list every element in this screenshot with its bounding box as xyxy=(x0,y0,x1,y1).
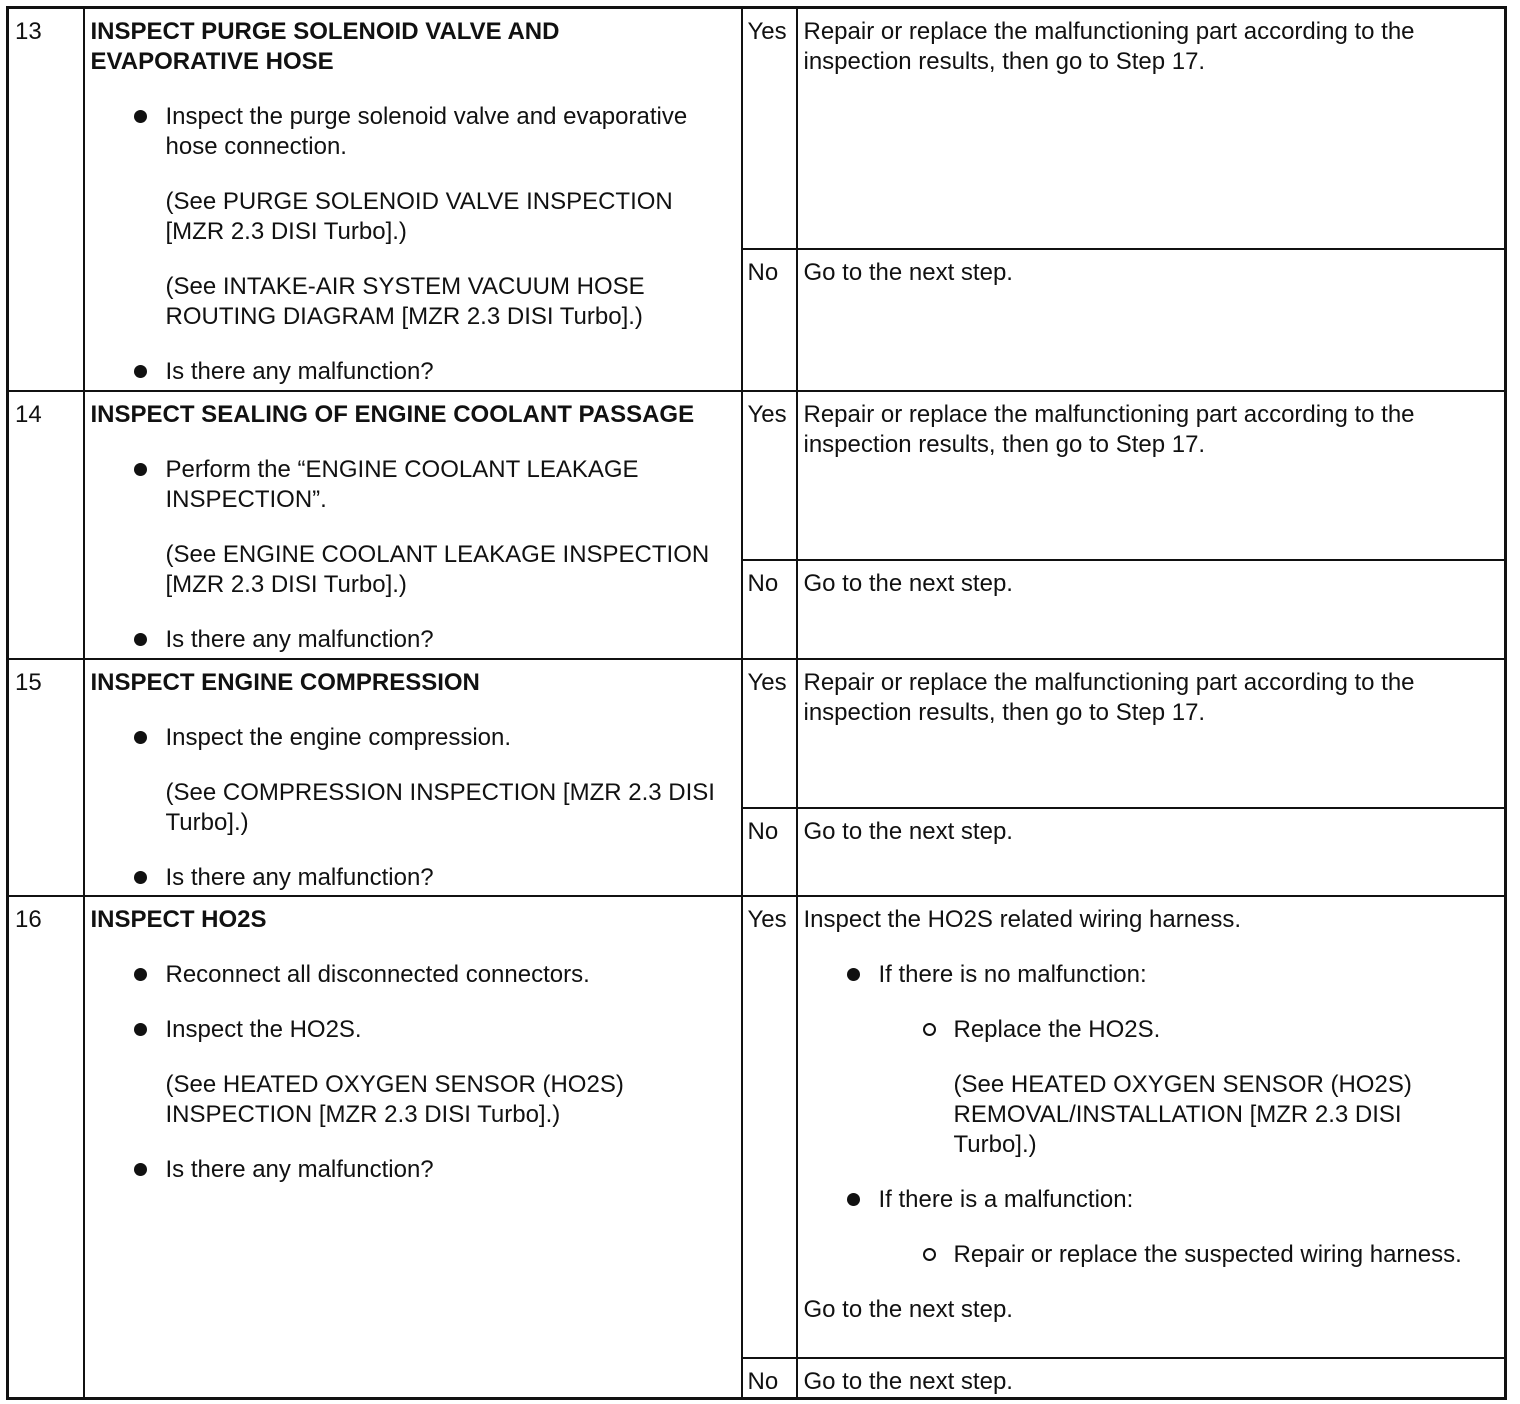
yes-label: Yes xyxy=(742,896,797,1358)
step-16-yes-row xyxy=(8,896,1506,1358)
bullet-item xyxy=(91,102,729,332)
step-title: INSPECT HO2S xyxy=(90,905,267,933)
bullet-text: Inspect the HO2S. xyxy=(165,1015,362,1043)
step-15-description xyxy=(84,659,742,896)
step-number: 15 xyxy=(8,659,84,896)
yes-action xyxy=(797,896,1506,1358)
bullet-item xyxy=(91,455,729,600)
bullet-item xyxy=(91,723,729,838)
bullet-icon xyxy=(847,1193,860,1206)
bullet-text: Is there any malfunction? xyxy=(165,358,434,385)
bullet-item xyxy=(91,960,729,990)
bullet-text: Is there any malfunction? xyxy=(165,1155,434,1183)
bullet-item xyxy=(91,625,729,655)
case-action: Replace the HO2S. xyxy=(953,1015,1161,1043)
bullet-icon xyxy=(134,1023,147,1036)
step-14-yes-row xyxy=(8,391,1506,560)
step-title: INSPECT SEALING OF ENGINE COOLANT PASSAGE xyxy=(90,400,695,428)
case-subitem xyxy=(879,1015,1491,1160)
step-number: 16 xyxy=(8,896,84,1399)
bullet-icon xyxy=(134,731,147,744)
yes-action: Repair or replace the malfunctioning part according to the inspection results, then go to Step 17. xyxy=(797,391,1506,560)
no-action: Go to the next step. xyxy=(797,808,1506,896)
case-item xyxy=(804,960,1491,1160)
reference-text: (See HEATED OXYGEN SENSOR (HO2S) REMOVAL/INSTALLATION [MZR 2.3 DISI Turbo].) xyxy=(953,1070,1412,1158)
case-item xyxy=(804,1185,1491,1270)
bullet-icon xyxy=(134,633,147,646)
step-title: INSPECT ENGINE COMPRESSION xyxy=(90,668,480,696)
circle-bullet-icon xyxy=(923,1023,936,1036)
bullet-item xyxy=(91,1015,729,1130)
case-condition: If there is no malfunction: xyxy=(878,960,1147,988)
no-label: No xyxy=(742,808,797,896)
step-title: INSPECT PURGE SOLENOID VALVE AND EVAPORATIVE HOSE xyxy=(90,18,560,75)
bullet-item xyxy=(91,357,729,387)
bullet-text: Inspect the engine compression. xyxy=(165,723,512,751)
case-action: Repair or replace the suspected wiring harness. xyxy=(953,1240,1462,1268)
no-action: Go to the next step. xyxy=(797,560,1506,659)
reference-text: (See PURGE SOLENOID VALVE INSPECTION [MZR 2.3 DISI Turbo].) xyxy=(165,188,673,245)
bullet-icon xyxy=(134,365,147,378)
step-number: 14 xyxy=(8,391,84,659)
bullet-text: Is there any malfunction? xyxy=(165,863,434,891)
yes-intro: Inspect the HO2S related wiring harness. xyxy=(803,905,1242,933)
no-label: No xyxy=(742,1358,797,1399)
yes-label: Yes xyxy=(742,391,797,560)
reference-text: (See COMPRESSION INSPECTION [MZR 2.3 DISI Turbo].) xyxy=(165,778,715,836)
yes-action: Repair or replace the malfunctioning part according to the inspection results, then go to Step 17. xyxy=(797,8,1506,249)
no-action: Go to the next step. xyxy=(797,249,1506,391)
case-condition: If there is a malfunction: xyxy=(878,1185,1134,1213)
bullet-text: Perform the “ENGINE COOLANT LEAKAGE INSPECTION”. xyxy=(165,455,639,513)
step-14-description xyxy=(84,391,742,659)
bullet-icon xyxy=(134,968,147,981)
reference-text: (See HEATED OXYGEN SENSOR (HO2S) INSPECTION [MZR 2.3 DISI Turbo].) xyxy=(165,1070,624,1128)
reference-text: (See INTAKE-AIR SYSTEM VACUUM HOSE ROUTING DIAGRAM [MZR 2.3 DISI Turbo].) xyxy=(165,273,645,330)
bullet-icon xyxy=(134,871,147,884)
bullet-icon xyxy=(134,110,147,123)
bullet-icon xyxy=(134,1163,147,1176)
bullet-text: Reconnect all disconnected connectors. xyxy=(165,960,590,988)
step-16-description xyxy=(84,896,742,1399)
step-number: 13 xyxy=(8,8,84,391)
yes-action: Repair or replace the malfunctioning part according to the inspection results, then go to Step 17. xyxy=(797,659,1506,808)
no-label: No xyxy=(742,560,797,659)
bullet-icon xyxy=(847,968,860,981)
circle-bullet-icon xyxy=(923,1248,936,1261)
step-13-yes-row xyxy=(8,8,1506,249)
bullet-text: Inspect the purge solenoid valve and evaporative hose connection. xyxy=(165,103,688,160)
no-action: Go to the next step. xyxy=(797,1358,1506,1399)
step-13-description xyxy=(84,8,742,391)
diagnostic-steps-table xyxy=(6,6,1507,1400)
bullet-text: Is there any malfunction? xyxy=(165,625,434,653)
yes-label: Yes xyxy=(742,659,797,808)
reference-text: (See ENGINE COOLANT LEAKAGE INSPECTION [MZR 2.3 DISI Turbo].) xyxy=(165,540,710,598)
bullet-item xyxy=(91,1155,729,1185)
no-label: No xyxy=(742,249,797,391)
yes-label: Yes xyxy=(742,8,797,249)
yes-tail: Go to the next step. xyxy=(803,1295,1013,1323)
step-15-yes-row xyxy=(8,659,1506,808)
case-subitem xyxy=(879,1240,1491,1270)
bullet-icon xyxy=(134,463,147,476)
bullet-item xyxy=(91,863,729,893)
